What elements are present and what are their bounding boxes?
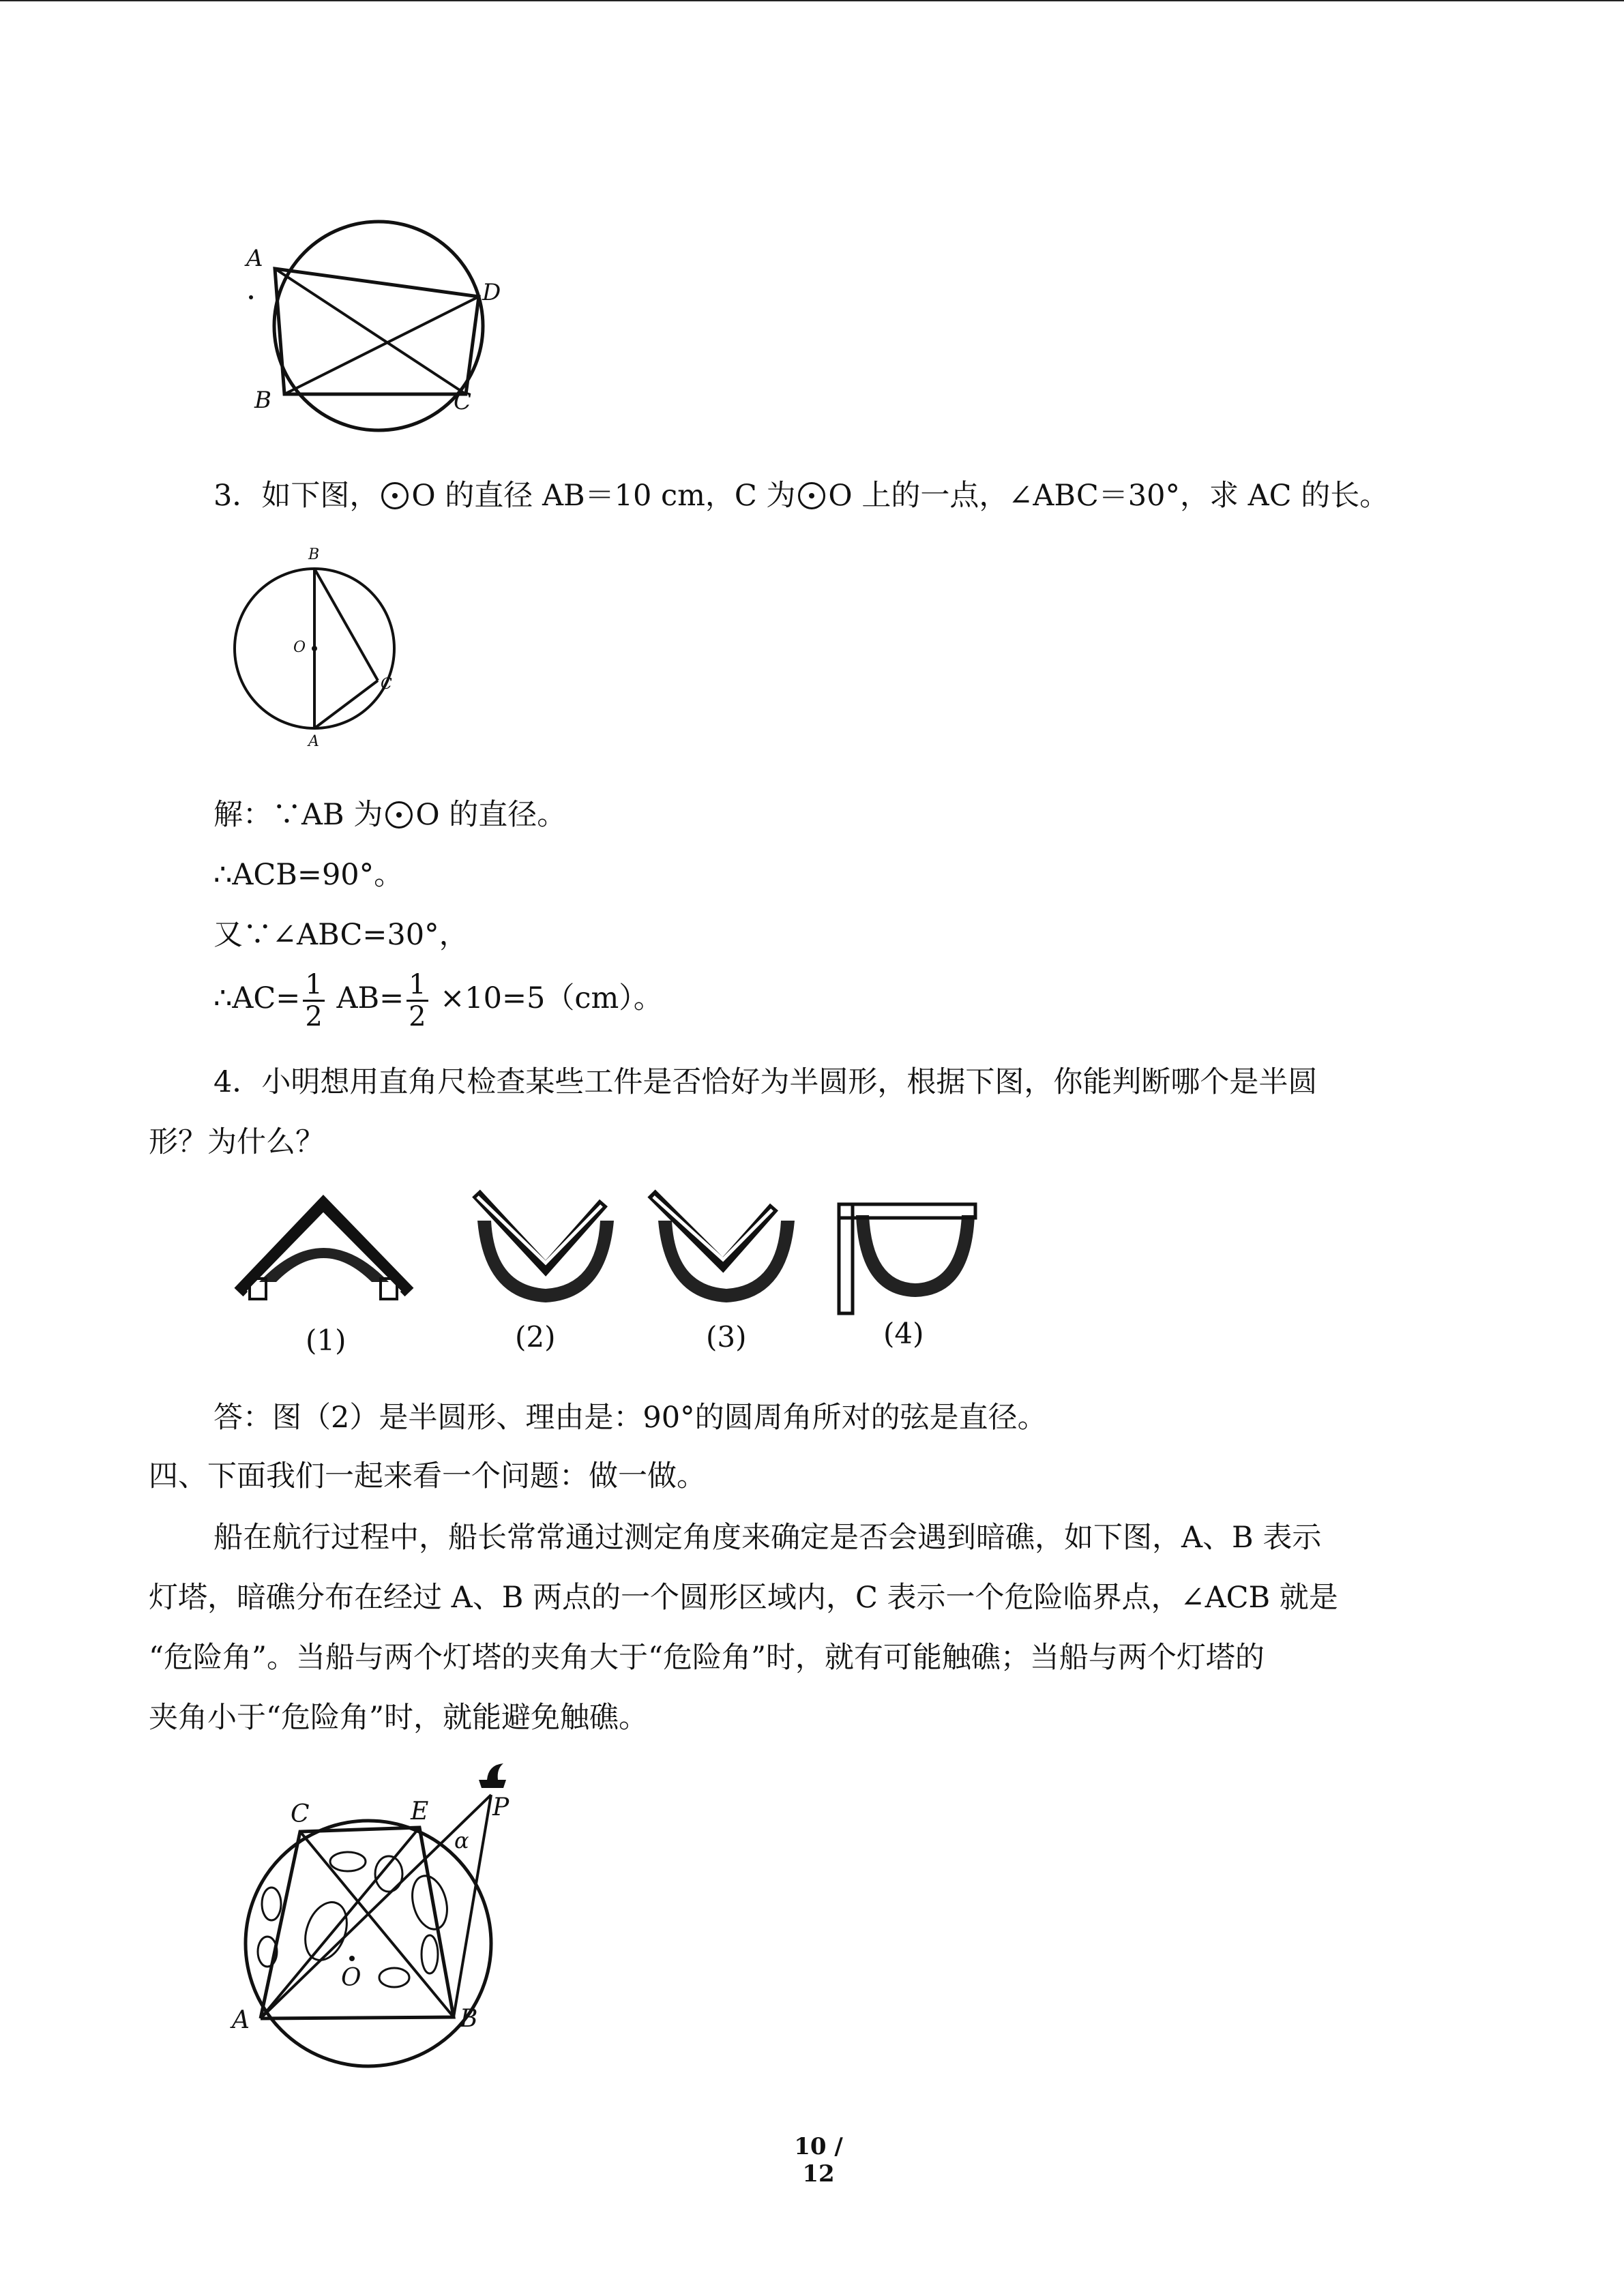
label-p: P — [492, 1793, 510, 1821]
label-e: E — [411, 1798, 429, 1825]
label-b: B — [308, 546, 320, 563]
circle-o-symbol — [381, 482, 409, 509]
figure-quadrilateral-circle — [242, 211, 515, 443]
label-c: C — [454, 388, 472, 415]
label-o: O — [341, 1964, 361, 1992]
figure-danger-angle — [225, 1753, 580, 2080]
ruler-figure-3 — [651, 1193, 795, 1302]
caption-1: (1) — [306, 1324, 346, 1357]
caption-2: (2) — [515, 1320, 556, 1354]
ruler-figure-4 — [839, 1204, 975, 1313]
label-c: C — [291, 1800, 310, 1828]
label-c: C — [381, 676, 392, 693]
label-d: D — [482, 279, 501, 306]
answer-line: 答：图（2）是半圆形、理由是：90°的圆周角所对的弦是直径。 — [213, 1401, 1047, 1435]
page-number: 10 / 12 — [794, 2133, 843, 2188]
caption-4: (4) — [883, 1317, 924, 1350]
figure-diameter-circle — [225, 544, 416, 749]
caption-3: (3) — [706, 1320, 747, 1354]
question-4-line-1: 4．小明想用直角尺检查某些工件是否恰好为半圆形，根据下图，你能判断哪个是半圆 — [213, 1065, 1318, 1099]
label-alpha: α — [454, 1828, 469, 1853]
ruler-figure-2 — [476, 1193, 614, 1302]
circle-o-symbol — [385, 801, 413, 829]
paragraph-line-2: 灯塔，暗礁分布在经过 A、B 两点的一个圆形区域内，C 表示一个危险临界点，∠ACB 就是 — [149, 1581, 1338, 1615]
section-4-heading: 四、下面我们一起来看一个问题：做一做。 — [149, 1459, 706, 1493]
label-b: B — [254, 387, 271, 414]
question-4-line-2: 形？为什么？ — [149, 1125, 325, 1159]
question-3: 3．如下图， O 的直径 AB＝10 cm，C 为 O 上的一点，∠ABC＝30°，求 AC 的长。 — [213, 479, 1389, 513]
figure-right-angle-rulers — [225, 1173, 1030, 1357]
label-a: A — [308, 733, 319, 749]
solution-line-2: ∴ACB=90°。 — [213, 858, 404, 892]
ruler-figure-1 — [239, 1204, 409, 1299]
paragraph-line-1: 船在航行过程中，船长常常通过测定角度来确定是否会遇到暗礁，如下图，A、B 表示 — [213, 1521, 1322, 1555]
label-a: A — [246, 245, 263, 272]
label-b: B — [460, 2005, 478, 2033]
top-border-line — [0, 0, 1624, 1]
circle-o-symbol — [798, 482, 825, 509]
label-a: A — [232, 2006, 250, 2034]
paragraph-line-3: “危险角”。当船与两个灯塔的夹角大于“危险角”时，就有可能触礁；当船与两个灯塔的 — [149, 1641, 1265, 1675]
solution-line-4: ∴AC= $\frac{1}{2}$ AB= $\frac{1}{2}$ ×10=5（cm）。 — [213, 968, 663, 1032]
fraction-half: $\frac{1}{2}$ — [407, 970, 428, 1032]
paragraph-line-4: 夹角小于“危险角”时，就能避免触礁。 — [149, 1701, 648, 1735]
solution-line-3: 又∵∠ABC=30°， — [213, 918, 469, 952]
fraction-half: $\frac{1}{2}$ — [303, 970, 324, 1032]
solution-line-1: 解：∵AB 为 O 的直径。 — [213, 798, 567, 832]
label-o: O — [293, 639, 306, 656]
